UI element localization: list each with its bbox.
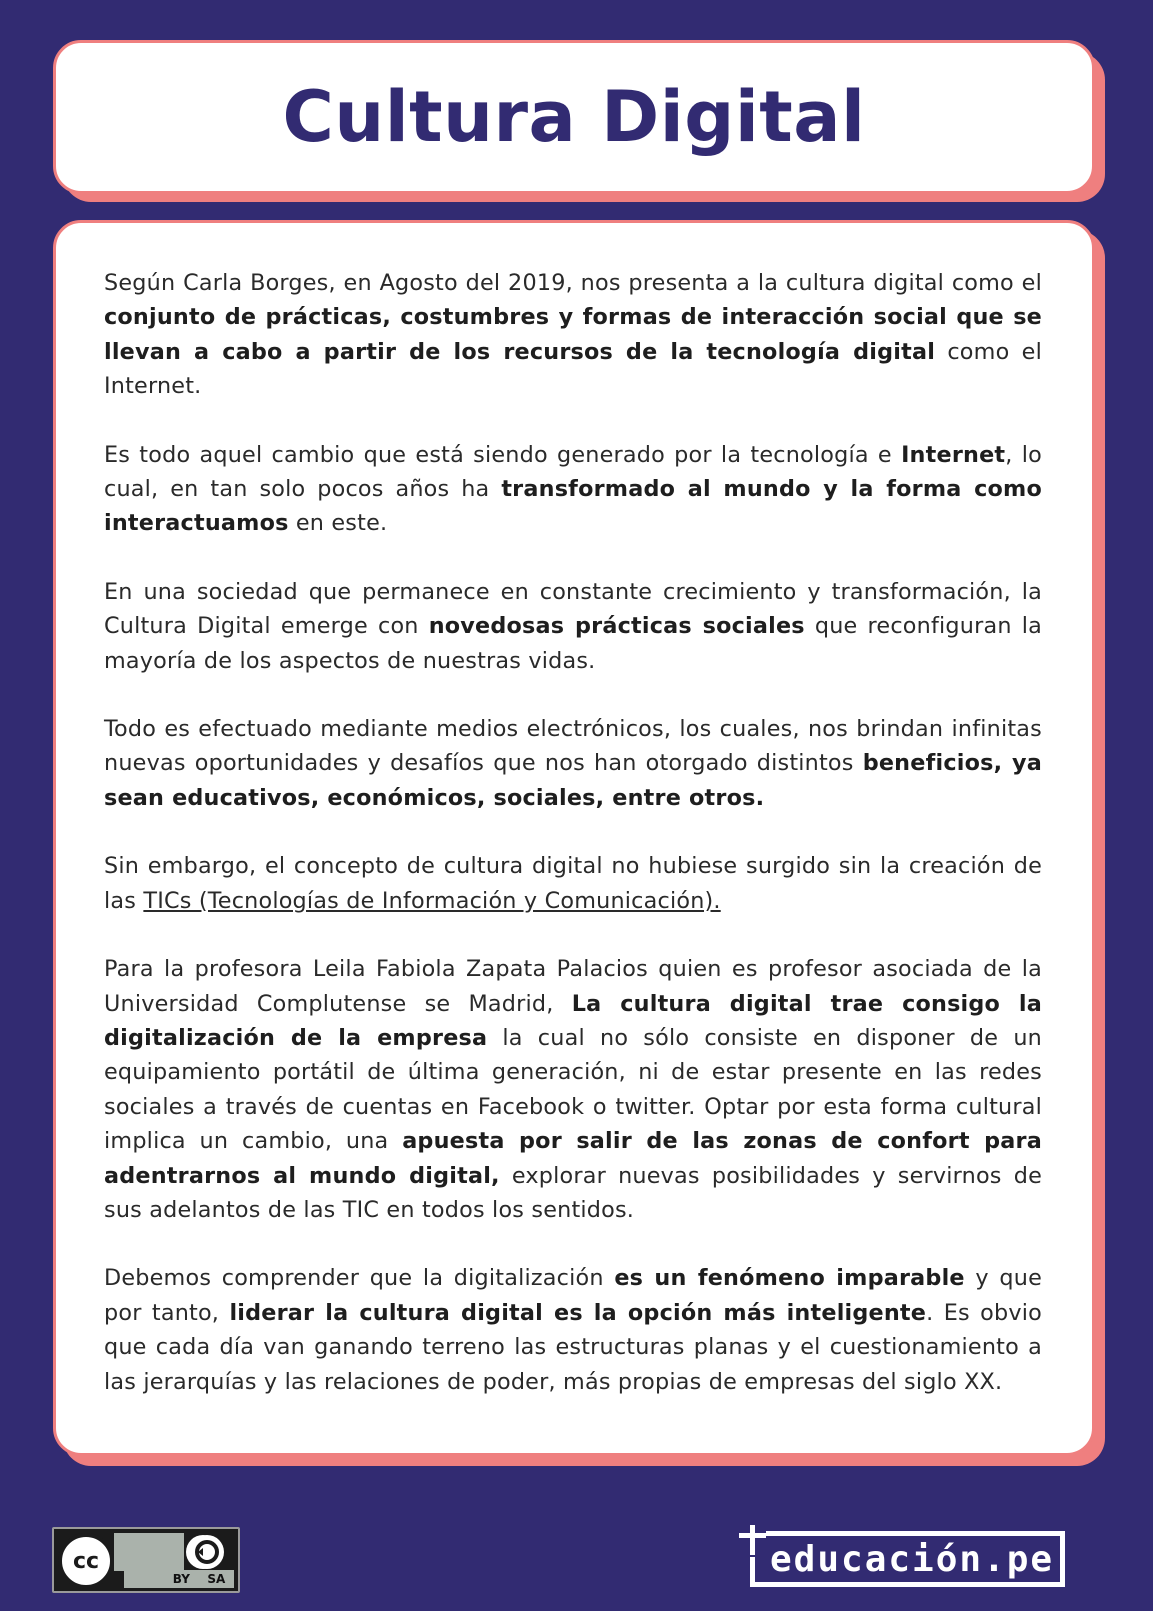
text-run: Para la profesora Leila Fabiola Zapata Palacios quien es profesor asociada de la Universidad Complutense se Madrid, <box>104 956 1042 1017</box>
bold-text: liderar la cultura digital es la opción más inteligente <box>229 1299 927 1326</box>
badge-band <box>114 1533 184 1571</box>
underlined-text: TICs (Tecnologías de Información y Comunicación). <box>143 887 721 914</box>
bold-text: novedosas prácticas sociales <box>428 613 805 640</box>
license-labels <box>124 1570 234 1588</box>
bold-text: beneficios, ya sean educativos, económicos, sociales, entre otros. <box>104 750 1043 811</box>
text-run: Todo es efectuado mediante medios electrónicos, los cuales, nos brindan infinitas nuevas oportunidades y desafíos que nos han otorgado distintos <box>104 716 1042 777</box>
paragraph <box>104 266 1042 404</box>
text-run: y que por tanto, <box>104 1265 1042 1326</box>
bold-text: transformado al mundo y la forma como interactuamos <box>104 476 1042 537</box>
share-alike-icon <box>190 1535 224 1569</box>
bold-text: Internet <box>901 441 1006 468</box>
paragraph <box>104 1261 1042 1399</box>
content-card <box>53 220 1095 1456</box>
license-sa-label: SA <box>207 1572 226 1586</box>
text-run: explorar nuevas posibilidades y servirnos de sus adelantos de las TIC en todos los sentidos. <box>104 1162 1042 1223</box>
paragraph <box>104 849 1042 918</box>
text-run: en este. <box>288 510 388 537</box>
bold-text: La cultura digital trae consigo la digitalización de la empresa <box>104 990 1043 1051</box>
educacion-pe-logo <box>740 1525 1075 1593</box>
bold-text: conjunto de prácticas, costumbres y formas de interacción social que se llevan a cabo a partir de los recursos de la tecnología digital <box>104 304 1042 365</box>
text-run: Según Carla Borges, en Agosto del 2019, nos presenta a la cultura digital como el <box>104 270 1042 296</box>
page-title: Cultura Digital <box>282 76 866 158</box>
cc-icon: cc <box>58 1533 114 1589</box>
text-run: Sin embargo, el concepto de cultura digital no hubiese surgido sin la creación de las <box>104 853 1042 914</box>
text-run: . Es obvio que cada día van ganando terreno las estructuras planas y el cuestionamiento a las jerarquías y las relaciones de poder, más propias de empresas del siglo XX. <box>104 1299 1043 1395</box>
paragraph <box>104 438 1042 541</box>
title-card <box>53 40 1095 194</box>
text-run: En una sociedad que permanece en constante crecimiento y transformación, la Cultura Digital emerge con <box>104 578 1042 640</box>
cc-license-badge <box>52 1527 240 1593</box>
text-run: que reconfiguran la mayoría de los aspectos de nuestras vidas. <box>104 613 1043 674</box>
bold-text: apuesta por salir de las zonas de confort para adentrarnos al mundo digital, <box>104 1128 1042 1189</box>
logo-text: educación.pe <box>770 1539 1055 1580</box>
text-run: Debemos comprender que la digitalización <box>104 1265 615 1292</box>
bold-text: es un fenómeno imparable <box>614 1265 965 1292</box>
paragraph <box>104 575 1042 678</box>
text-run: como el Internet. <box>104 338 1042 400</box>
text-run: Es todo aquel cambio que está siendo generado por la tecnología e <box>104 441 902 468</box>
license-by-label: BY <box>172 1572 190 1586</box>
paragraph <box>104 952 1042 1227</box>
text-run: la cual no sólo consiste en disponer de un equipamiento portátil de última generación, ni de estar presente en las redes sociales a través de cuentas en Facebook o twitter. Optar por esta forma cultural implica un cambio, una <box>104 1024 1042 1155</box>
paragraph <box>104 712 1042 815</box>
text-run: , lo cual, en tan solo pocos años ha <box>104 441 1042 503</box>
